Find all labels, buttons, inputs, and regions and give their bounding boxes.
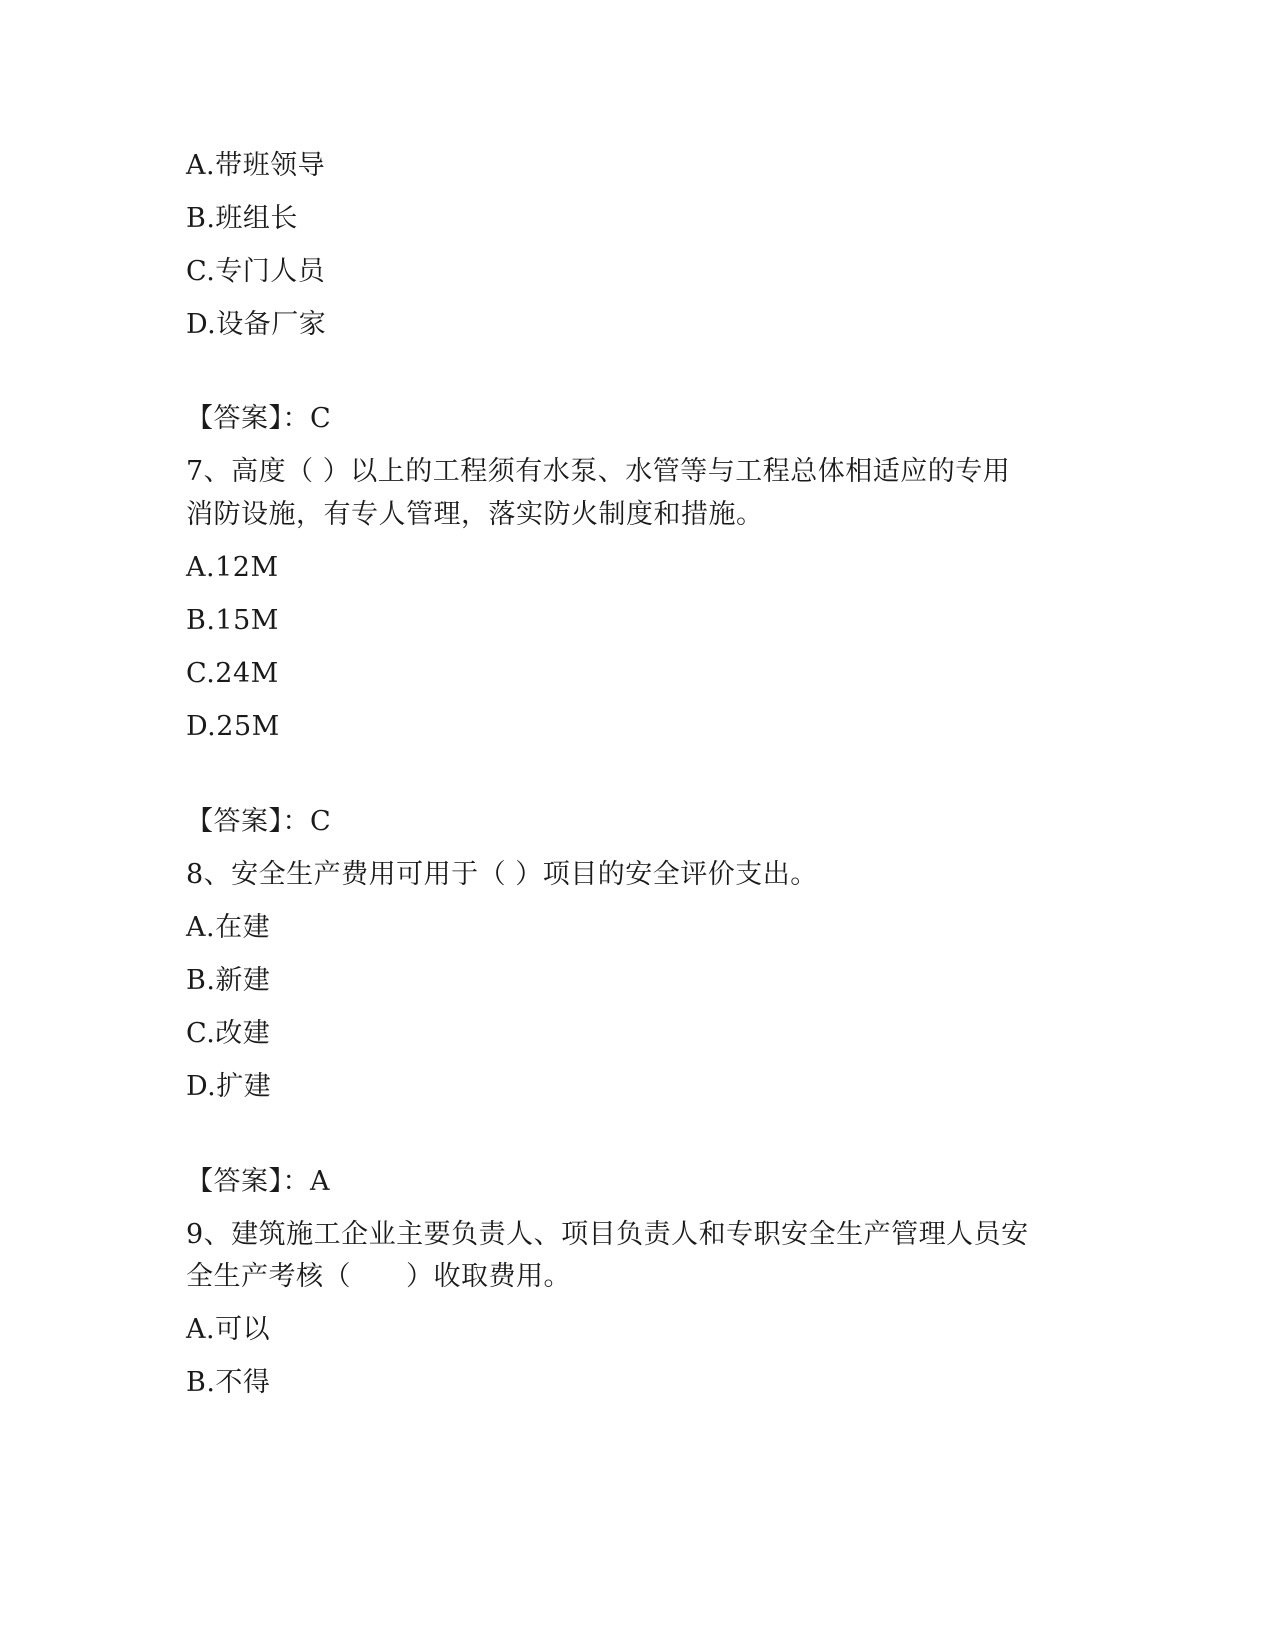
q6-option-c: C.专门人员	[186, 256, 326, 287]
q8-answer: 【答案】：A	[186, 1166, 330, 1197]
q7-answer: 【答案】：C	[186, 806, 332, 837]
q7-stem-line-2: 消防设施，有专人管理，落实防火制度和措施。	[186, 499, 764, 530]
q8-option-b: B.新建	[186, 965, 271, 996]
q8-option-c: C.改建	[186, 1018, 271, 1049]
q8-stem-line-1: 8、安全生产费用可用于（ ）项目的安全评价支出。	[186, 859, 818, 890]
q9-option-b: B.不得	[186, 1367, 271, 1398]
q7-option-c: C.24M	[186, 658, 279, 689]
q7-option-d: D.25M	[186, 711, 280, 742]
q7-stem-line-1: 7、高度（ ）以上的工程须有水泵、水管等与工程总体相适应的专用	[186, 456, 1011, 487]
q7-option-b: B.15M	[186, 605, 279, 636]
q6-answer: 【答案】：C	[186, 403, 332, 434]
q6-option-b: B.班组长	[186, 203, 298, 234]
q8-option-d: D.扩建	[186, 1071, 272, 1102]
q7-option-a: A.12M	[186, 552, 279, 583]
q9-stem-line-2: 全生产考核（ ）收取费用。	[186, 1261, 571, 1292]
q6-option-d: D.设备厂家	[186, 309, 327, 340]
q9-stem-line-1: 9、建筑施工企业主要负责人、项目负责人和专职安全生产管理人员安	[186, 1219, 1029, 1250]
q9-option-a: A.可以	[186, 1314, 271, 1345]
q8-option-a: A.在建	[186, 912, 271, 943]
q6-option-a: A.带班领导	[186, 150, 326, 181]
